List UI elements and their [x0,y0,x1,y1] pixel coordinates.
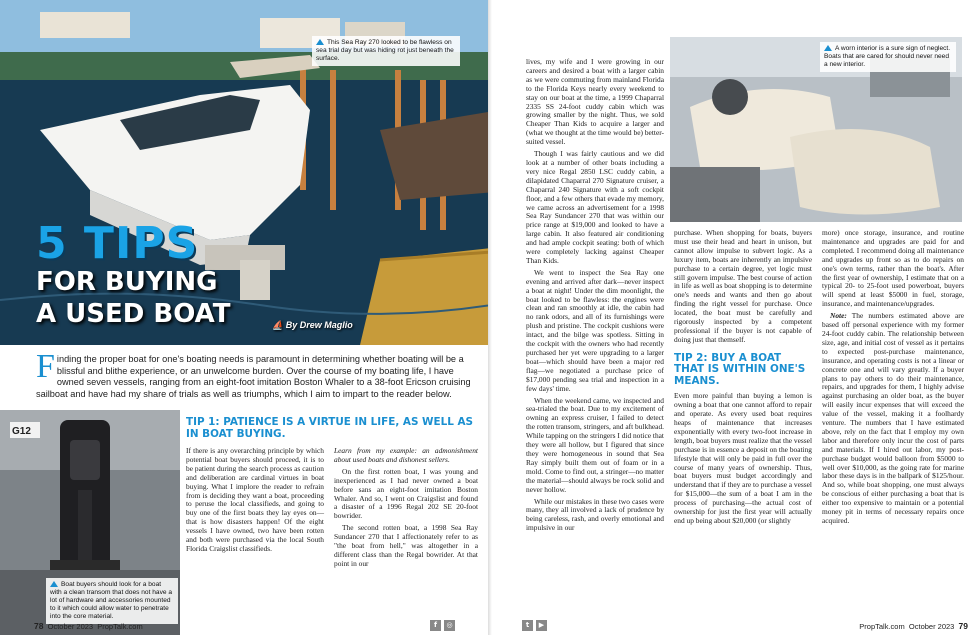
caption-triangle-icon [50,581,58,587]
left-footer: 78 October 2023 PropTalk.com [34,621,143,631]
social-icons [430,620,455,631]
tip1-italic-subhead: Learn from my example: an admonishment about used boats and dishonest sellers. [334,446,478,464]
youtube-icon[interactable]: ▶ [536,620,547,631]
social-icons-right [522,620,547,631]
right-column-2 [674,229,812,529]
caption-triangle-icon [316,39,324,45]
article-title-line2: FOR BUYING [36,267,218,297]
tip1-paragraph: If there is any overarching principle by which potential boat buyers should proceed, it is to be patient during the search process as caution and deliberation are cardinal virtues in boat buying. What I implore the reader to refrain from is deciding they want a boat, proceeding to peruse the local classifieds, and going to buy one of the first boats they lay eyes on—that is how disasters happen! Of the eight vessels I have owned, two have been rotten and both were purchased via the local South Florida Craigslist classifieds. [186,446,324,553]
col3-paragraph-1: lives, my wife and I were growing in our careers and desired a boat with a larger cabin as we were commuting from mainland Florida to the Florida Keys nearly every weekend to stay on our boat at the time, a 1999 Chaparral 2335 SS 24-foot cuddy cabin which was growing smaller by the night. Thus, we sold Cheaper Than Kids to acquire a larger and (what we thought at the time would be) better-suited vessel. [526,57,664,147]
col3-paragraph-3: We went to inspect the Sea Ray one evening and arrived after dark—never inspect a boat at night! Under the dim moonlight, the boat looked to be flawless: the engines were clean and ran smoothly at idle, the cabin had no rank odors, and all of its furnishings were plush and pristine. The cockpit cushions were intact, and the bilge was spotless. Sitting in the cockpit with the owners who had recently purchased her yet were upgrading to a larger boat—which should have been a major red flag—we negotiated a purchase price of $17,000 pending sea trial and inspection in a few days' time. [526,267,664,393]
right-page [492,0,980,635]
caption-triangle-icon [824,45,832,51]
tip1-col2-paragraph-1: On the first rotten boat, I was young and inexperienced as I had never owned a boat before sans an eight-foot imitation Boston Whaler. And so, I went on Craigslist and found a disaster of a 1996 Regal 202 SE 20-foot bowrider. [334,466,478,521]
tip1-col2-paragraph-2: The second rotten boat, a 1998 Sea Ray Sundancer 270 that I affectionately refer to as "the boat from hell," was altogether in a different class than the Regal bowrider. At that point in our [334,523,478,568]
hero-caption: This Sea Ray 270 looked to be flawless on sea trial day but was hiding rot just beneath the surface. [312,36,460,66]
instagram-icon[interactable]: ◎ [444,620,455,631]
col5-paragraph-1: more) once storage, insurance, and routine maintenance and upgrades are paid for and completed. I recommend doing all maintenance and upgrades up front so as to do repairs on one's own terms, rather than the boat's. After the first year of ownership, I estimate that on a typical 20- to 25-foot used powerboat, buyers will spend at least $5000 in fuel, storage, insurance, and maintenance/upgrades. [822,228,964,309]
facebook-icon[interactable]: f [430,620,441,631]
article-title-number: 5 TIPS [36,218,199,269]
col4-paragraph-1: purchase. When shopping for boats, buyers must use their head and heart in unison, but cannot allow impulse to subvert logic. As a luxury item, boats are inherently an impulsive purchase to a certain degree, yet logic must still govern impulse. The best course of action in life as well as boat shopping is to determine one's needs and wants and then go about finding the right vessel for purchase. Once located, the boat must be carefully and rigorously inspected by a competent professional if the buyer is not capable of doing just that themself. [674,228,812,344]
interior-photo [670,37,962,222]
right-footer: PropTalk.com October 2023 79 [859,621,968,631]
col4-paragraph-2: Even more painful than buying a lemon is owning a boat that one cannot afford to repair and operate. As every used boat requires heaps of maintenance that increases exponentially with every two-foot increase in length, boat buyers must realize that the vessel purchase is in essence a deposit on the boating lifestyle that will only be paid in full over the course of many years of ownership. Thus, boat buyers must budget accordingly and understand that if they are to purchase a vessel for $15,000—the sum of a boat I am in the process of purchasing—the actual cost of ownership for just the first year will actually end up being about $20,000 (or slightly [674,391,812,525]
note-label: Note: [830,311,847,321]
col5-paragraph-2: Note: The numbers estimated above are based off personal experience with my former 24-foot cuddy cabin. The relationship between size, age, and initial cost of vessel as it pertains to expected post-purchase maintenance, insurance, and operating costs is not a linear or concrete one and will vary greatly. If a buyer plans to pay others to do their maintenance, repairs, and upgrades for them, I highly advise against purchasing an older boat, as the buyer will easily incur expenses that will exceed the value of the vessel, making it a foolhardy venture. The numbers that I have estimated above, rely on the fact that I employ my own labor and therefore only incur the cost of parts and materials. If I hired out labor, my post-purchase budget would balloon from $5000 to well over $10,000, as the going rate for marine labor these days is in the ballpark of $125/hour. And so, while boat shopping, one must always be conscious of either purchasing a boat that is either too expensive to maintain or a potential money pit in terms of necessary repairs once acquired. [822,311,965,525]
left-page [0,0,488,635]
interior-caption: A worn interior is a sure sign of neglect. Boats that are cared for should never need a new interior. [820,42,956,72]
byline-boat-icon: ⛵ [272,320,286,330]
intro-dropcap: F [36,348,55,385]
transom-caption: Boat buyers should look for a boat with a clean transom that does not have a lot of hardware and accessories mounted to it which could allow water to penetrate into the core material. [46,578,178,624]
right-column-1 [526,58,664,536]
right-column-3 [822,229,964,529]
left-column-1 [186,447,324,557]
intro-paragraph: Finding the proper boat for one's boating needs is paramount in determining whether boating will be a blissful and blithe experience, or an unwelcome burden. Over the course of my boating life, I have owned seven vessels, ranging from an eight-foot imitation Boston Whaler to a 38-foot Ericson cruising sailboat and have had my share of trials as well as triumphs, which I aim to impart to the reader below. [36,348,471,399]
byline: ⛵ By Drew Maglio [272,320,353,330]
left-column-2 [334,447,478,572]
article-title-line3: A USED BOAT [36,299,231,329]
col3-paragraph-4: When the weekend came, we inspected and sea-trialed the boat. Due to my excitement of owning an express cruiser, I failed to detect the rotten transom, stringers, and aft bulkhead. While tapping on the stringers I did notice that they were all hollow, but I figured that since they were homogeneous in sound that Sea Ray simply built them out of foam or in a mold. Come to find out, a stringer—no matter the material—should always be rock solid and never hollow. [526,395,664,494]
col3-paragraph-2: Though I was fairly cautious and we did look at a number of other boats including a very nice Regal 2850 LSC cuddy cabin, a dilapidated Chaparral 270 Signature cruiser, a Chaparral 240 Signature with a soft cockpit floor, and a few others that evade my memory, we came across an advertisement for a 1998 Sea Ray Sundancer 270 that was within our price range at $19,000 and looked to have a large cabin. It also featured air conditioning and had ample cockpit seating: both of which were completely lacking against Cheaper Than Kids. [526,149,664,265]
tip1-heading: TIP 1: PATIENCE IS A VIRTUE IN LIFE, AS WELL AS IN BOAT BUYING. [186,416,473,440]
transom-label: G12 [12,426,31,437]
twitter-icon[interactable]: t [522,620,533,631]
tip1-heading-wrap [186,417,478,445]
col3-paragraph-5: While our mistakes in these two cases were many, they all involved a lack of prudence by being careless, rash, and overly emotional and impulsive in our [526,496,664,533]
transom-photo [0,410,180,635]
tip2-heading: TIP 2: BUY A BOAT THAT IS WITHIN ONE'S MEANS. [674,351,806,387]
